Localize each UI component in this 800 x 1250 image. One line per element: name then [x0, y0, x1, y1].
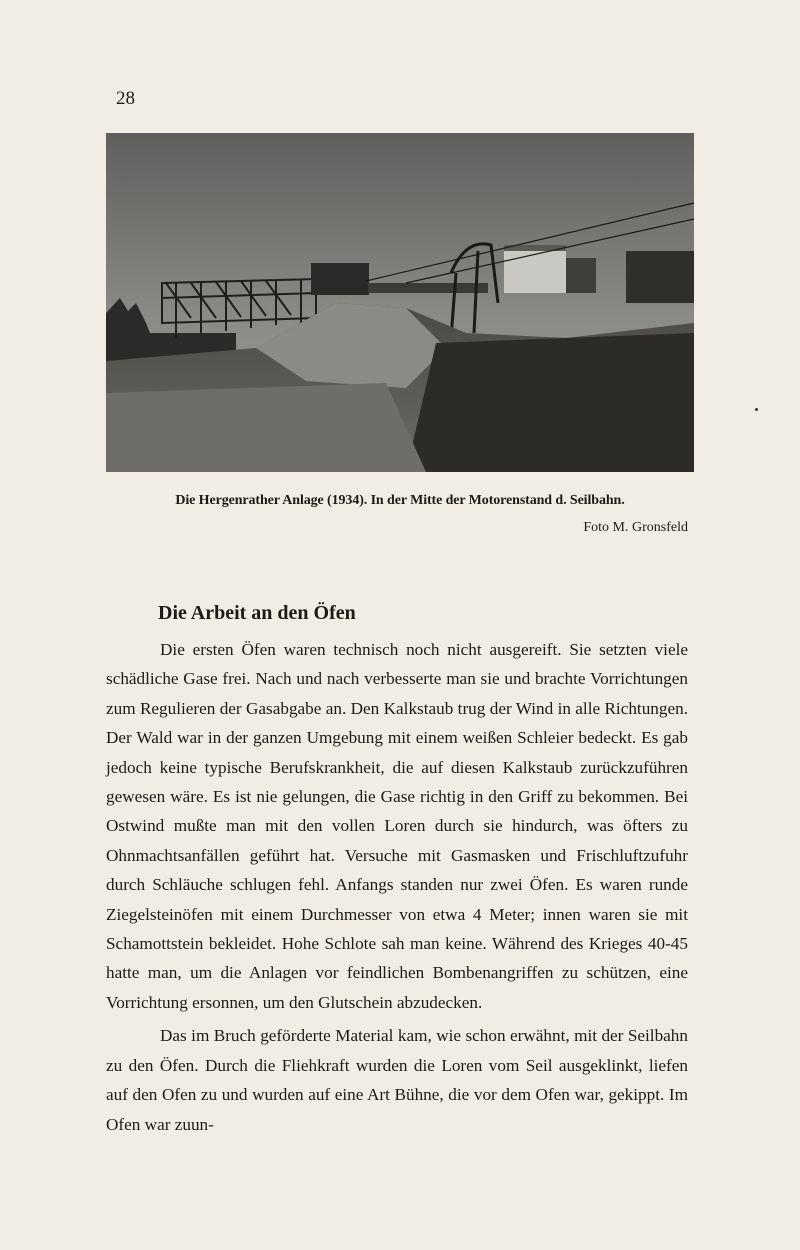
historical-photograph: [106, 133, 694, 472]
body-text: [106, 635, 688, 1139]
section-title: Die Arbeit an den Öfen: [158, 602, 356, 624]
paragraph: Die ersten Öfen waren technisch noch nicht ausgereift. Sie setzten viele schädliche Gase frei. Nach und nach verbesserte man sie und brachte Vorrichtungen zum Regulieren der Gasabgabe an. Den Kalkstaub trug der Wind in alle Richtungen. Der Wald war in der ganzen Umgebung mit einem weißen Schleier bedeckt. Es gab jedoch keine typische Berufskrankheit, die auf diesen Kalkstaub zurückzuführen gewesen wäre. Es ist nie gelungen, die Gase richtig in den Griff zu bekommen. Bei Ostwind mußte man mit den vollen Loren durch sie hindurch, was öfters zu Ohnmachtsanfällen geführt hat. Versuche mit Gasmasken und Frischluftzufuhr durch Schläuche schlugen fehl. Anfangs standen nur zwei Öfen. Es waren runde Ziegelsteinöfen mit einem Durchmesser von etwa 4 Meter; innen waren sie mit Schamottstein bekleidet. Hohe Schlote sah man keine. Während des Krieges 40-45 hatte man, um die Anlagen vor feindlichen Bombenangriffen zu schützen, eine Vorrichtung ersonnen, um den Glutschein abzudecken.: [106, 640, 688, 1012]
figure-caption: Die Hergenrather Anlage (1934). In der Mitte der Motorenstand d. Seilbahn.: [175, 493, 625, 508]
paragraph: Das im Bruch geförderte Material kam, wie schon erwähnt, mit der Seilbahn zu den Öfen. Durch die Fliehkraft wurden die Loren vom Seil ausgeklinkt, liefen auf den Ofen zu und wurden auf eine Art Bühne, die vor dem Ofen war, gekippt. Im Ofen war zuun-: [106, 1026, 688, 1134]
photo-rendering: [106, 133, 694, 472]
page-number: 28: [116, 88, 135, 109]
photo-credit: Foto M. Gronsfeld: [583, 520, 688, 535]
paper-speck: [755, 408, 758, 411]
